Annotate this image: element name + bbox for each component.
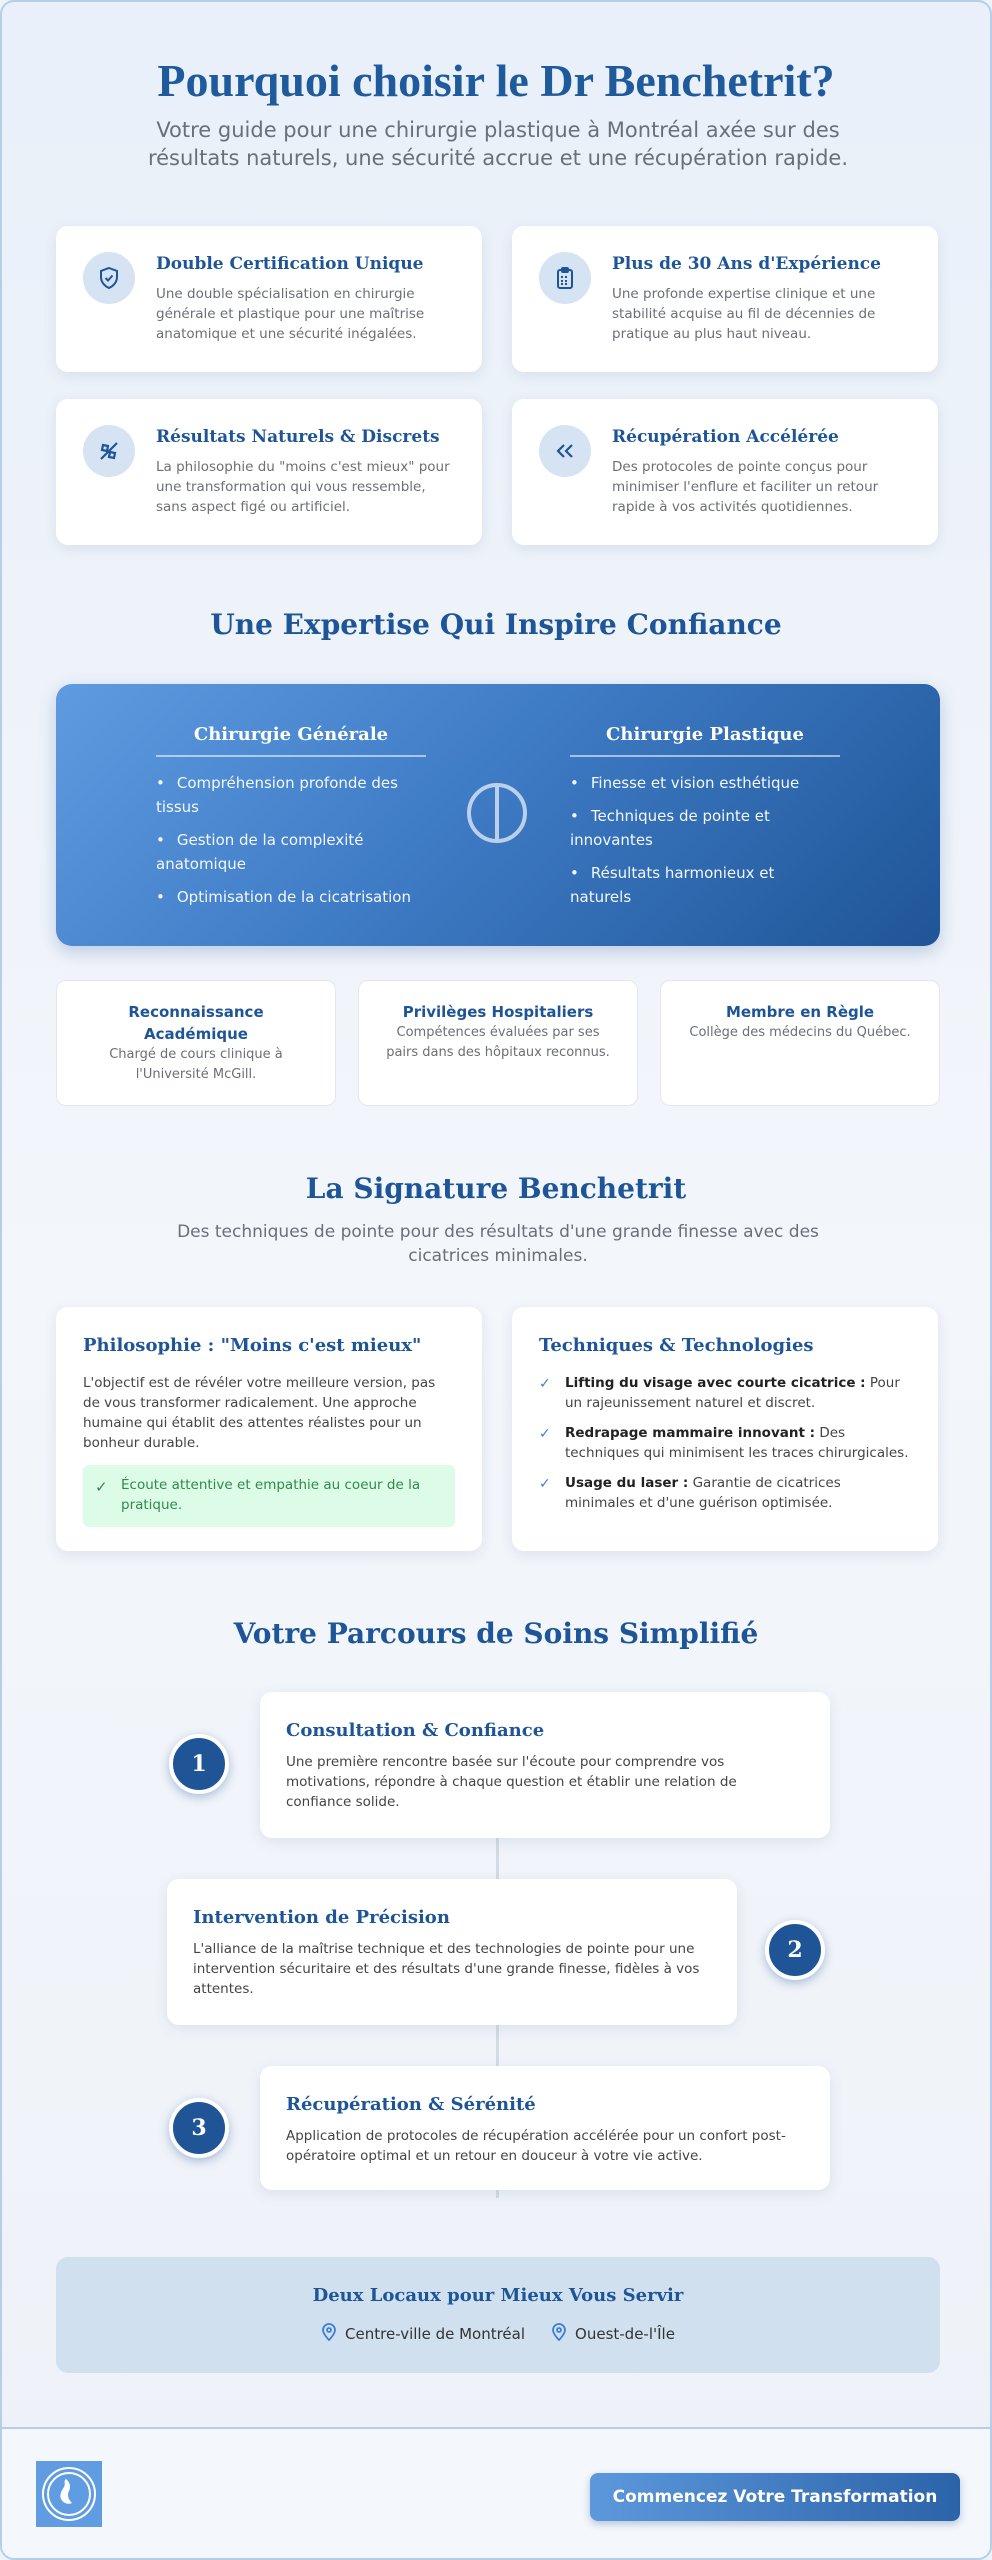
page-subtitle: Votre guide pour une chirurgie plastique à Montréal axée sur des résultats naturels, une sécurité accrue et une récupération rapide.	[147, 118, 849, 170]
feature-title: Plus de 30 Ans d'Expérience	[612, 254, 881, 274]
technique-name: Usage du laser :	[565, 1475, 689, 1491]
philosophy-text: L'objectif est de révéler votre meilleure version, pas de vous transformer radicalement. Une approche humaine qui établit des attentes réalistes pour un bonheur durable.	[83, 1375, 436, 1451]
callout-text: Écoute attentive et empathie au coeur de la pratique.	[121, 1477, 421, 1513]
general-surgery-column	[156, 724, 426, 918]
list-item: • Techniques de pointe et innovantes	[570, 804, 840, 852]
list-item: • Finesse et vision esthétique	[570, 771, 840, 795]
step-desc: Une première rencontre basée sur l'écoute pour comprendre vos motivations, répondre à chaque question et établir une relation de confiance solide.	[286, 1754, 737, 1810]
credential-title: Membre en Règle	[725, 1003, 875, 1021]
empathy-callout	[83, 1465, 455, 1527]
credential-card-member	[660, 980, 940, 1106]
step-desc: L'alliance de la maîtrise technique et des technologies de pointe pour une intervention sécuritaire et des résultats d'une grande finesse, fidèles à vos attentes.	[193, 1941, 700, 1997]
locations-title: Deux Locaux pour Mieux Vous Servir	[312, 2285, 684, 2306]
journey-title: Votre Parcours de Soins Simplifié	[233, 1617, 759, 1650]
feature-card-certification	[56, 226, 482, 372]
feature-card-recovery	[512, 399, 938, 545]
map-pin-icon	[321, 2323, 337, 2345]
philosophy-card	[56, 1307, 482, 1551]
credential-desc: Chargé de cours clinique à l'Université McGill.	[109, 1047, 283, 1082]
check-icon: ✓	[539, 1476, 551, 1492]
step-desc: Application de protocoles de récupération accélérée pour un confort post-opératoire optimal et un retour en douceur à votre vie active.	[286, 2128, 786, 2164]
credential-desc: Collège des médecins du Québec.	[689, 1025, 911, 1040]
technique-desc: Garantie de cicatrices minimales et d'une guérison optimisée.	[565, 1475, 841, 1511]
step-card-consultation	[260, 1692, 830, 1838]
list-item: • Compréhension profonde des tissus	[156, 771, 426, 819]
list-item: • Résultats harmonieux et naturels	[570, 861, 840, 909]
list-item: • Gestion de la complexité anatomique	[156, 828, 426, 876]
feature-card-experience	[512, 226, 938, 372]
credential-title: Privilèges Hospitaliers	[402, 1003, 594, 1021]
page-title: Pourquoi choisir le Dr Benchetrit?	[157, 55, 835, 106]
location-label: Ouest-de-l'Île	[575, 2325, 675, 2343]
clipboard-icon	[539, 252, 591, 304]
feature-card-natural-results	[56, 399, 482, 545]
credential-card-academic	[56, 980, 336, 1106]
column-title: Chirurgie Générale	[156, 724, 426, 757]
credential-card-hospital	[358, 980, 638, 1106]
credential-title: Reconnaissance Académique	[128, 1003, 264, 1043]
feature-title: Résultats Naturels & Discrets	[156, 427, 440, 447]
technique-name: Lifting du visage avec courte cicatrice :	[565, 1375, 866, 1391]
check-icon: ✓	[95, 1478, 108, 1496]
step-title: Consultation & Confiance	[286, 1720, 545, 1741]
location-west-island	[551, 2323, 675, 2345]
techniques-card	[512, 1307, 938, 1551]
technique-desc: Des techniques qui minimisent les traces chirurgicales.	[565, 1425, 909, 1461]
footer-bar	[2, 2427, 990, 2560]
techniques-title: Techniques & Technologies	[539, 1335, 814, 1356]
credential-desc: Compétences évaluées par ses pairs dans des hôpitaux reconnus.	[386, 1025, 610, 1060]
philosophy-title: Philosophie : "Moins c'est mieux"	[83, 1335, 422, 1356]
technique-item	[539, 1423, 912, 1463]
clinic-logo[interactable]	[36, 2461, 102, 2527]
feature-desc: Une profonde expertise clinique et une stabilité acquise au fil de décennies de pratique au plus haut niveau.	[612, 286, 876, 342]
technique-name: Redrapage mammaire innovant :	[565, 1425, 816, 1441]
column-title: Chirurgie Plastique	[570, 724, 840, 757]
check-icon: ✓	[539, 1426, 551, 1442]
location-label: Centre-ville de Montréal	[345, 2325, 526, 2343]
step-number-badge: 2	[765, 1920, 825, 1980]
feature-title: Double Certification Unique	[156, 254, 424, 274]
technique-desc: Pour un rajeunissement naturel et discret.	[565, 1375, 900, 1411]
technique-item	[539, 1473, 912, 1513]
step-number-badge: 1	[169, 1734, 229, 1794]
feature-desc: Des protocoles de pointe conçus pour minimiser l'enflure et faciliter un retour rapide à vos activités quotidiennes.	[612, 459, 879, 515]
feature-title: Récupération Accélérée	[612, 427, 839, 447]
shield-check-icon	[83, 252, 135, 304]
signature-subtitle: Des techniques de pointe pour des résultats d'une grande finesse avec des cicatrices minimales.	[177, 1222, 819, 1266]
list-item: • Optimisation de la cicatrisation	[156, 885, 426, 909]
rewind-icon	[539, 425, 591, 477]
step-card-recovery	[260, 2066, 830, 2190]
locations-panel	[56, 2257, 940, 2373]
step-number-badge: 3	[169, 2098, 229, 2158]
check-icon: ✓	[539, 1376, 551, 1392]
technique-item	[539, 1373, 912, 1413]
leaf-icon	[83, 425, 135, 477]
signature-title: La Signature Benchetrit	[305, 1172, 687, 1205]
step-title: Récupération & Sérénité	[286, 2094, 536, 2115]
plastic-surgery-column	[570, 724, 840, 918]
cta-button[interactable]: Commencez Votre Transformation	[590, 2473, 960, 2521]
feature-desc: La philosophie du "moins c'est mieux" pour une transformation qui vous ressemble, sans aspect figé ou artificiel.	[156, 459, 450, 515]
split-circle-icon	[467, 783, 527, 843]
step-card-intervention	[167, 1879, 737, 2025]
expertise-title: Une Expertise Qui Inspire Confiance	[210, 608, 782, 641]
location-downtown	[321, 2323, 525, 2345]
map-pin-icon	[551, 2323, 567, 2345]
feature-desc: Une double spécialisation en chirurgie générale et plastique pour une maîtrise anatomique et une sécurité inégalées.	[156, 286, 425, 342]
step-title: Intervention de Précision	[193, 1907, 450, 1928]
expertise-panel	[56, 684, 940, 946]
